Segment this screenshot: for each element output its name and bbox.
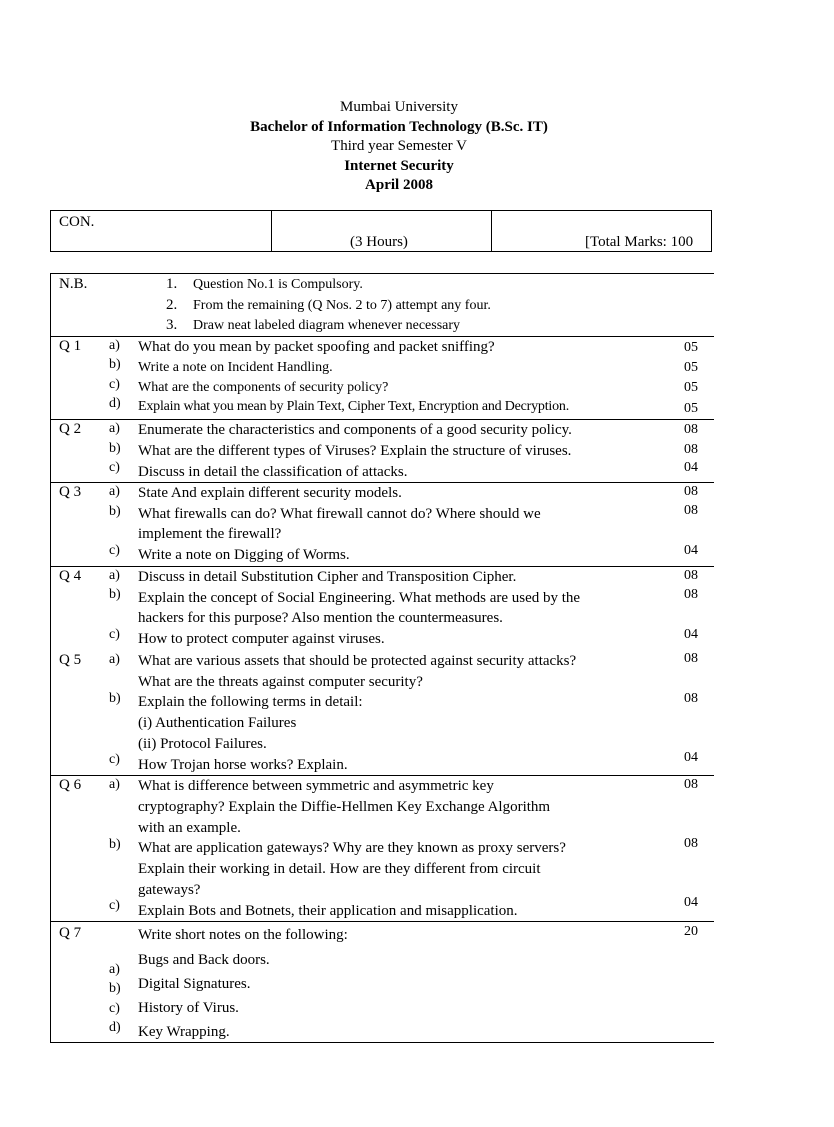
question-text: Enumerate the characteristics and components of a good security policy. [138,422,572,438]
subquestion-label: a) [109,484,120,499]
exam-header [0,98,798,196]
marks-value: 08 [684,422,698,437]
question-text: Explain the following terms in detail: [138,694,363,710]
subquestion-label: b) [109,587,121,602]
table-rule [50,273,714,274]
subquestion-label: d) [109,396,121,411]
question-text: What are the threats against computer security? [138,674,423,690]
course-name: Bachelor of Information Technology (B.Sc. IT) [250,118,548,135]
question-text: Bugs and Back doors. [138,952,270,968]
subquestion-label: a) [109,421,120,436]
duration-label: (3 Hours) [350,234,408,250]
subquestion-label: a) [109,652,120,667]
question-text: Explain the concept of Social Engineering. What methods are used by the [138,590,581,606]
marks-value: 08 [684,484,698,499]
question-text: cryptography? Explain the Diffie-Hellmen Key Exchange Algorithm [138,799,551,815]
marks-value: 08 [684,691,698,706]
subquestion-label: a) [109,777,120,792]
question-text: Write short notes on the following: [138,927,348,943]
question-text: Digital Signatures. [138,976,251,992]
con-cell [51,211,272,251]
subquestion-label: a) [109,962,120,977]
marks-value: 08 [684,777,698,792]
subject-title: Internet Security [344,157,454,174]
subquestion-label: b) [109,441,121,456]
subquestion-label: b) [109,981,121,996]
question-text: What are application gateways? Why are they known as proxy servers? [138,840,566,856]
marks-value: 08 [684,651,698,666]
question-text: hackers for this purpose? Also mention the countermeasures. [138,610,503,626]
question-label: Q 6 [59,777,82,793]
table-border-left [50,273,51,1043]
nb-item-text: Draw neat labeled diagram whenever necessary [193,318,461,333]
subquestion-label: c) [109,898,120,913]
nb-item-number: 2. [166,297,178,313]
marks-value: 05 [684,401,698,416]
total-marks-cell [492,211,711,251]
marks-value: 08 [684,836,698,851]
question-text: implement the firewall? [138,526,282,542]
marks-value: 08 [684,442,698,457]
question-text: Write a note on Digging of Worms. [138,547,350,563]
subquestion-label: a) [109,568,120,583]
question-text: What firewalls can do? What firewall cannot do? Where should we [138,506,541,522]
question-text: How Trojan horse works? Explain. [138,757,348,773]
marks-value: 04 [684,627,698,642]
nb-item-text: From the remaining (Q Nos. 2 to 7) attempt any four. [193,298,491,313]
marks-value: 08 [684,503,698,518]
subquestion-label: c) [109,543,120,558]
subquestion-label: c) [109,1001,120,1016]
subquestion-label: c) [109,460,120,475]
nb-item-text: Question No.1 is Compulsory. [193,277,363,292]
marks-value: 04 [684,460,698,475]
duration-cell [272,211,492,251]
subquestion-label: d) [109,1020,121,1035]
question-label: Q 5 [59,652,82,668]
subquestion-label: b) [109,357,121,372]
table-rule [50,921,714,922]
nb-item-number: 1. [166,276,178,292]
question-text: gateways? [138,882,201,898]
subquestion-label: b) [109,837,121,852]
question-label: Q 4 [59,568,82,584]
marks-value: 04 [684,750,698,765]
question-text: Discuss in detail the classification of attacks. [138,464,408,480]
question-text: Discuss in detail Substitution Cipher and Transposition Cipher. [138,569,517,585]
subquestion-label: b) [109,691,121,706]
university-name: Mumbai University [340,99,458,115]
question-text: Explain what you mean by Plain Text, Cipher Text, Encryption and Decryption. [138,399,570,414]
marks-value: 08 [684,568,698,583]
marks-value: 20 [684,924,698,939]
exam-info-box [50,210,712,252]
marks-value: 04 [684,895,698,910]
question-label: Q 7 [59,925,82,941]
subquestion-label: c) [109,627,120,642]
marks-value: 08 [684,587,698,602]
exam-date: April 2008 [365,177,433,193]
table-rule [50,1042,714,1043]
semester-label: Third year Semester V [331,138,467,154]
question-text: History of Virus. [138,1000,239,1016]
marks-value: 05 [684,380,698,395]
question-text: (i) Authentication Failures [138,715,297,731]
marks-value: 05 [684,360,698,375]
total-marks-label: [Total Marks: 100 [585,234,694,250]
question-text: Key Wrapping. [138,1024,230,1040]
subquestion-label: b) [109,504,121,519]
question-text: What do you mean by packet spoofing and packet sniffing? [138,339,495,355]
question-label: Q 2 [59,421,82,437]
marks-value: 04 [684,543,698,558]
question-text: Explain their working in detail. How are they different from circuit [138,861,541,877]
question-text: with an example. [138,820,241,836]
question-label: Q 1 [59,338,82,354]
question-text: What is difference between symmetric and asymmetric key [138,778,494,794]
question-text: What are the components of security policy? [138,380,389,395]
question-text: What are the different types of Viruses? Explain the structure of viruses. [138,443,572,459]
question-text: What are various assets that should be protected against security attacks? [138,653,577,669]
question-text: State And explain different security models. [138,485,402,501]
question-text: (ii) Protocol Failures. [138,736,267,752]
subquestion-label: c) [109,752,120,767]
question-text: Write a note on Incident Handling. [138,360,333,375]
subquestion-label: c) [109,377,120,392]
nb-label: N.B. [59,276,88,292]
question-label: Q 3 [59,484,82,500]
question-table [50,273,714,1043]
question-text: Explain Bots and Botnets, their application and misapplication. [138,903,518,919]
question-text: How to protect computer against viruses. [138,631,385,647]
nb-item-number: 3. [166,317,178,333]
subquestion-label: a) [109,338,120,353]
con-label: CON. [59,214,95,230]
marks-value: 05 [684,340,698,355]
